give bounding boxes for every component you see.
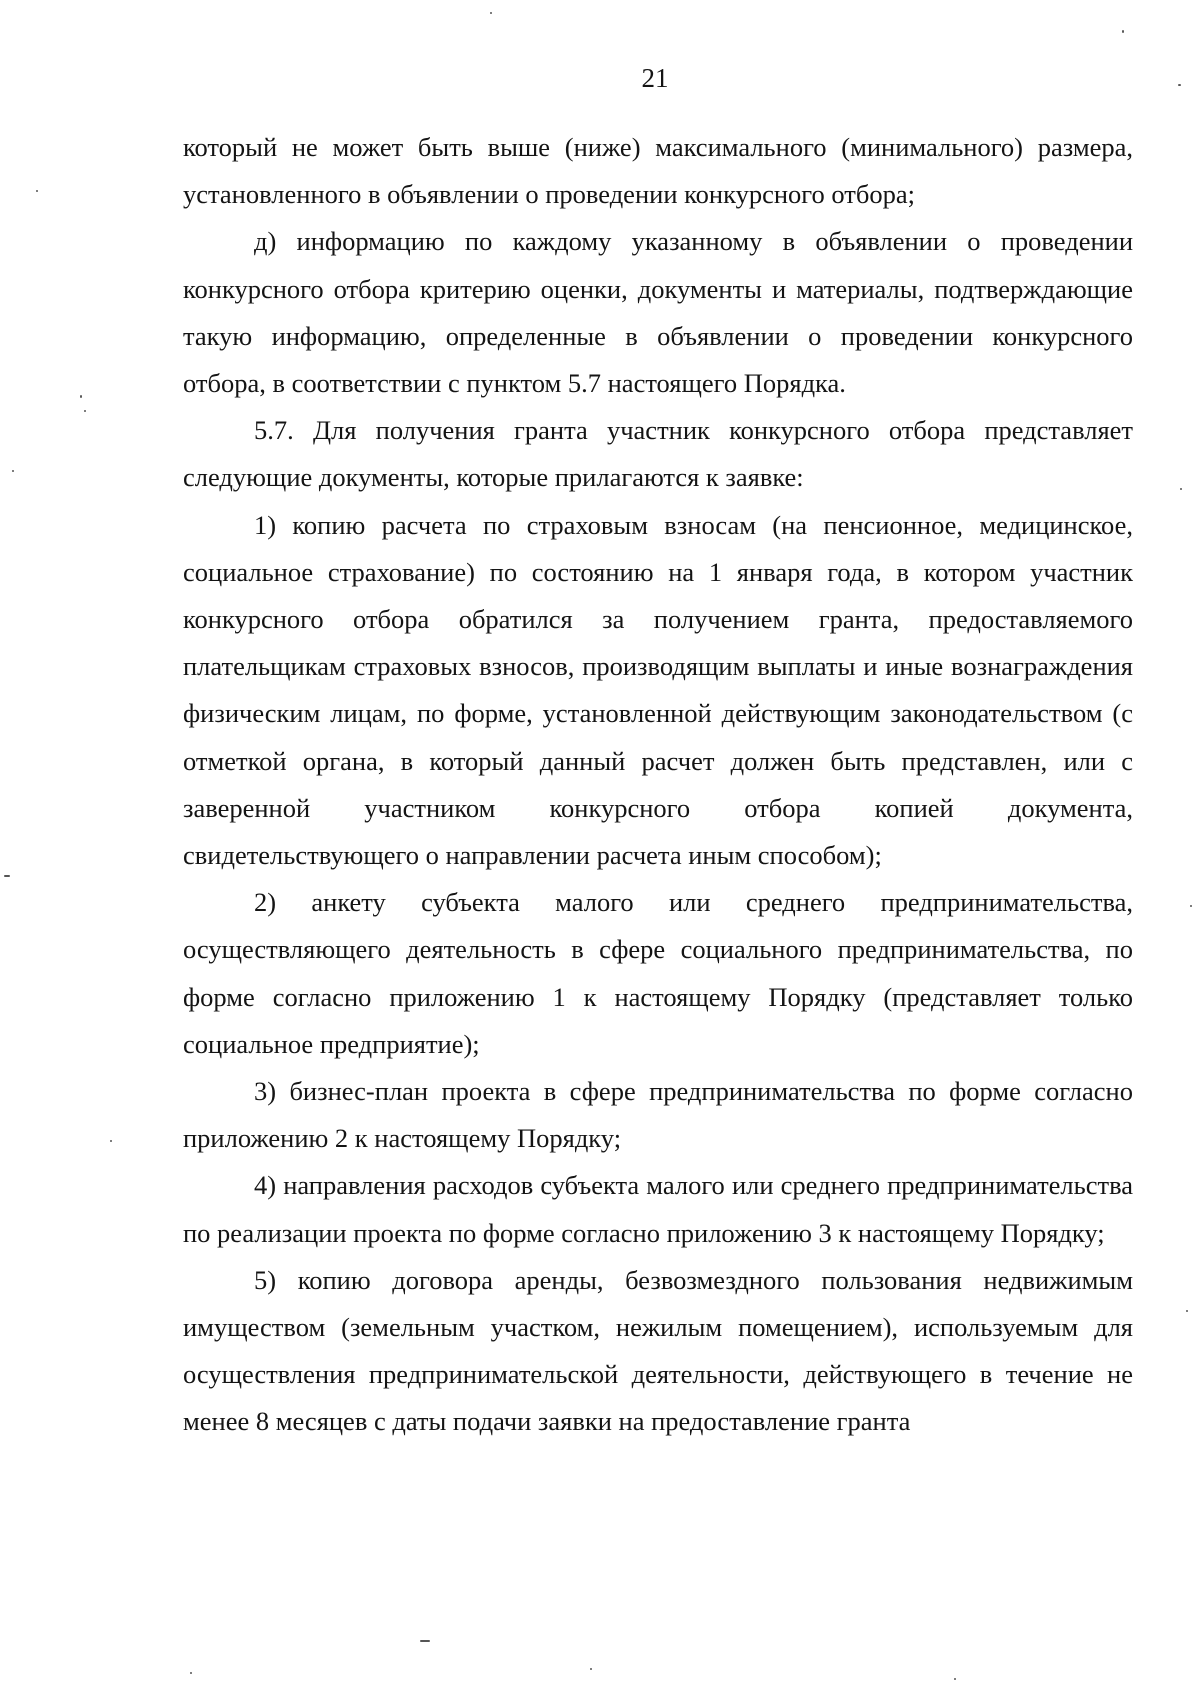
paragraph-5-7: 5.7. Для получения гранта участник конкурсного отбора представляет следующие документы, которые прилагаются к заявке: [183, 415, 1133, 493]
scan-speck [590, 1668, 592, 1670]
document-body [183, 124, 1133, 1446]
page-number: 21 [641, 63, 669, 93]
list-item-5: 5) копию договора аренды, безвозмездного пользования недвижимым имуществом (земельным участком, нежилым помещением), используемым для осуществления предпринимательской деятельности, действующего в течение не менее 8 месяцев с даты подачи заявки на предоставление гранта [183, 1264, 1133, 1437]
scan-speck [1180, 488, 1182, 490]
scan-speck [36, 190, 38, 192]
scan-speck [80, 395, 82, 398]
scan-speck [1178, 84, 1181, 86]
list-item-3: 3) бизнес-план проекта в сфере предпринимательства по форме согласно приложению 2 к настоящему Порядку; [183, 1076, 1133, 1154]
scan-speck [1186, 1310, 1188, 1312]
list-item-4: 4) направления расходов субъекта малого или среднего предпринимательства по реализации проекта по форме согласно приложению 3 к настоящему Порядку; [183, 1170, 1133, 1248]
scan-speck [12, 470, 14, 472]
scan-speck [1122, 30, 1124, 33]
scan-speck [420, 1640, 430, 1642]
scan-speck [490, 12, 492, 14]
scan-speck [190, 1672, 192, 1674]
scan-speck [84, 410, 86, 412]
list-item-2: 2) анкету субъекта малого или среднего предпринимательства, осуществляющего деятельность в сфере социального предпринимательства, по форме согласно приложению 1 к настоящему Порядку (представляет только социальное предприятие); [183, 887, 1133, 1059]
paragraph-continuation: который не может быть выше (ниже) максимального (минимального) размера, установленного в объявлении о проведении конкурсного отбора; [183, 132, 1133, 210]
scan-speck [954, 1678, 956, 1680]
list-item-1: 1) копию расчета по страховым взносам (на пенсионное, медицинское, социальное страхование) по состоянию на 1 января года, в котором участник конкурсного отбора обратился за получением гранта, предоставляемого плательщикам страховых взносов, производящим выплаты и иные вознаграждения физическим лицам, по форме, установленной действующим законодательством (с отметкой органа, в который данный расчет должен быть представлен, или с заверенной участником конкурсного отбора копией документа, свидетельствующего о направлении расчета иным способом); [183, 509, 1133, 871]
paragraph-item-d: д) информацию по каждому указанному в объявлении о проведении конкурсного отбора критерию оценки, документы и материалы, подтверждающие такую информацию, определенные в объявлении о проведении конкурсного отбора, в соответствии с пунктом 5.7 настоящего Порядка. [183, 226, 1133, 399]
scan-speck [4, 875, 10, 877]
scan-speck [1190, 905, 1192, 907]
scan-speck [110, 1140, 112, 1142]
